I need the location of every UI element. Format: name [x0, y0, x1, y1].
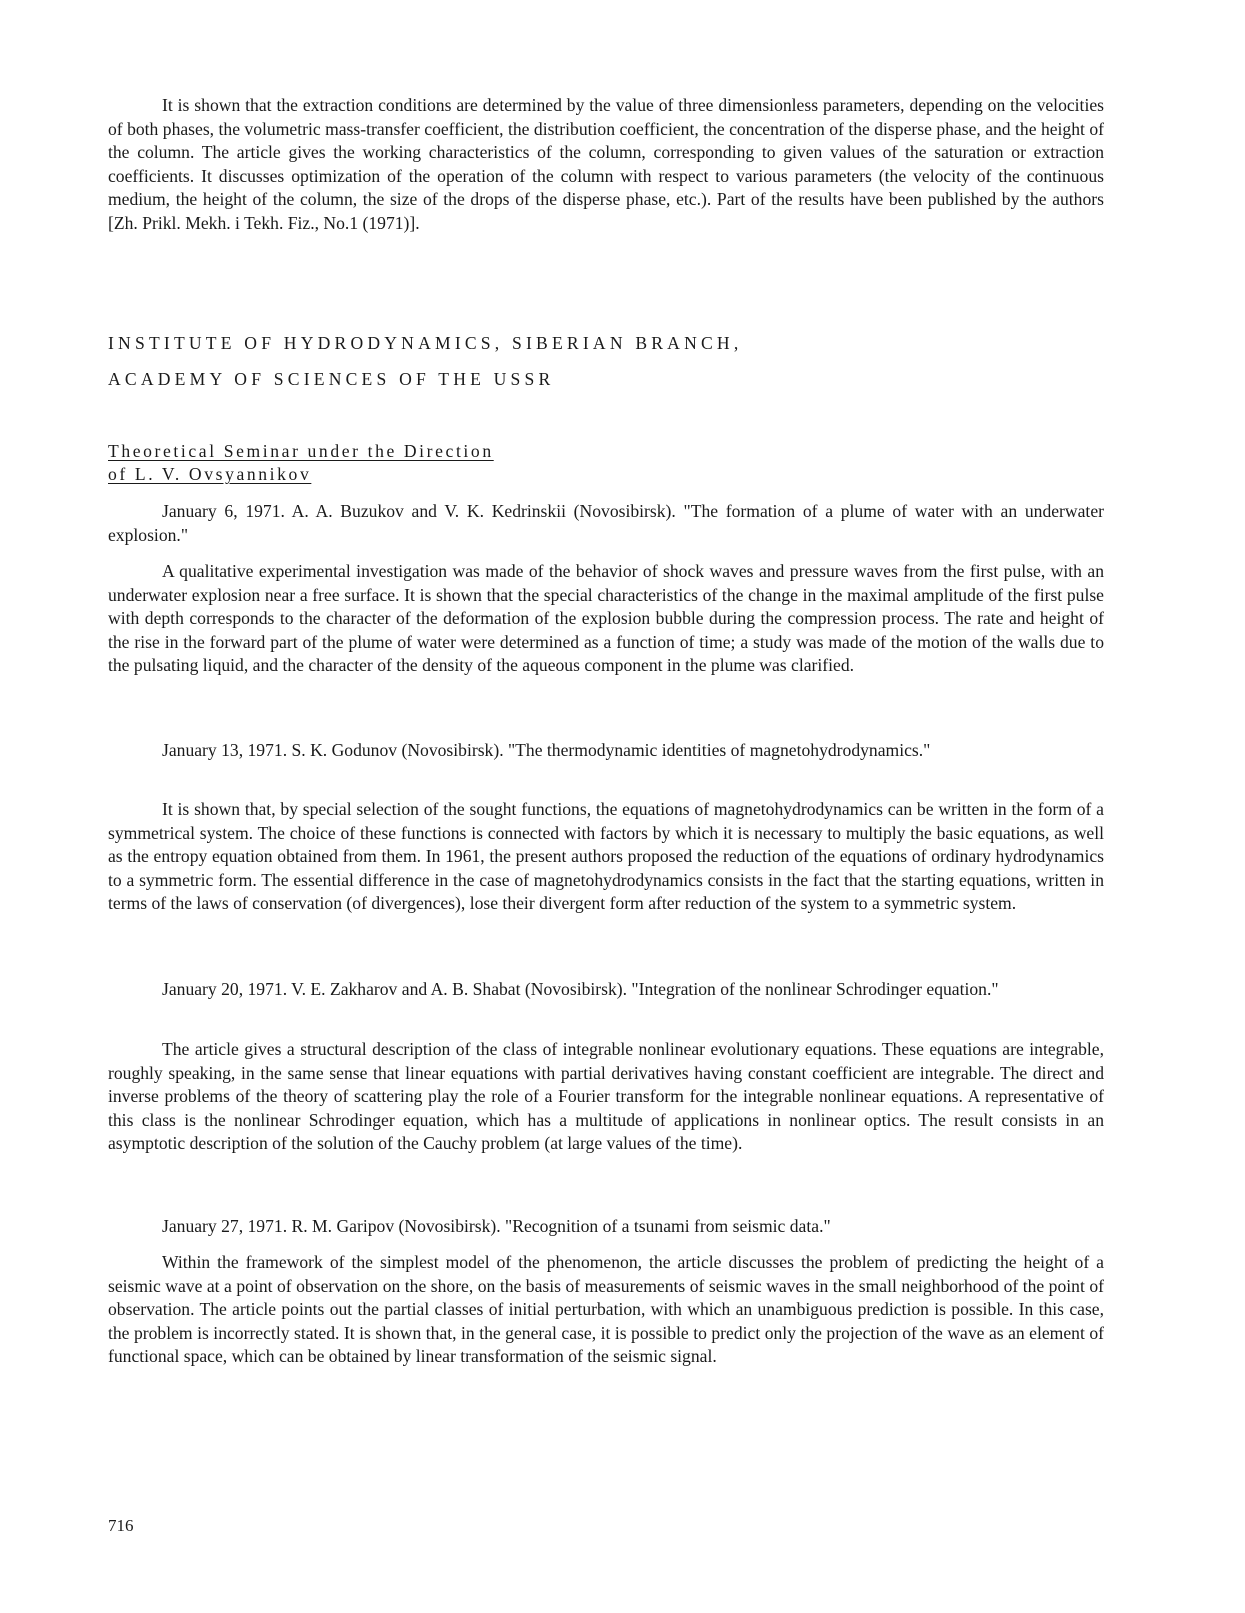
seminar-title-line1: Theoretical Seminar under the Direction	[108, 441, 494, 461]
entry-body: A qualitative experimental investigation was made of the behavior of shock waves and pressure waves from the first pulse, with an underwater explosion near a free surface. It is shown that the special characteristics of the change in the maximal amplitude of the first pulse with depth corresponds to the character of the deformation of the explosion bubble during the compression process. The rate and height of the rise in the forward part of the plume of water were determined as a function of time; a study was made of the motion of the walls due to the pulsating liquid, and the character of the density of the aqueous component in the plume was clarified.	[108, 561, 1104, 676]
entry-body: The article gives a structural description of the class of integrable nonlinear evolutionary equations. These equations are integrable, roughly speaking, in the same sense that linear equations with partial derivatives having constant coefficient are integrable. The direct and inverse problems of the theory of scattering play the role of a Fourier transform for the integrable nonlinear equations. A representative of this class is the nonlinear Schrodinger equation, which has a multitude of applications in nonlinear optics. The result consists in an asymptotic description of the solution of the Cauchy problem (at large values of the time).	[108, 1039, 1104, 1154]
institute-name-line1: INSTITUTE OF HYDRODYNAMICS, SIBERIAN BRANCH,	[108, 333, 743, 353]
entry-heading: January 13, 1971. S. K. Godunov (Novosibirsk). "The thermodynamic identities of magnetohydrodynamics."	[162, 740, 931, 760]
entry-body: It is shown that, by special selection of the sought functions, the equations of magnetohydrodynamics can be written in the form of a symmetrical system. The choice of these functions is connected with factors by which it is necessary to multiply the basic equations, as well as the entropy equation obtained from them. In 1961, the present authors proposed the reduction of the equations of ordinary hydrodynamics to a symmetric form. The essential difference in the case of magnetohydrodynamics consists in the fact that the starting equations, written in terms of the laws of conservation (of divergences), lose their divergent form after reduction of the system to a symmetric system.	[108, 799, 1104, 914]
entry-heading: January 27, 1971. R. M. Garipov (Novosibirsk). "Recognition of a tsunami from seismic data."	[162, 1216, 831, 1236]
entry-heading: January 20, 1971. V. E. Zakharov and A. B. Shabat (Novosibirsk). "Integration of the nonlinear Schrodinger equation."	[162, 979, 999, 999]
intro-paragraph: It is shown that the extraction conditions are determined by the value of three dimensionless parameters, depending on the velocities of both phases, the volumetric mass-transfer coefficient, the distribution coefficient, the concentration of the disperse phase, and the height of the column. The article gives the working characteristics of the column, corresponding to given values of the saturation or extraction coefficients. It discusses optimization of the operation of the column with respect to various parameters (the velocity of the continuous medium, the height of the column, the size of the drops of the disperse phase, etc.). Part of the results have been published by the authors [Zh. Prikl. Mekh. i Tekh. Fiz., No.1 (1971)].	[108, 95, 1104, 233]
institute-name-line2: ACADEMY OF SCIENCES OF THE USSR	[108, 369, 555, 389]
seminar-title-line2: of L. V. Ovsyannikov	[108, 464, 312, 484]
page-number: 716	[108, 1516, 134, 1535]
entry-body: Within the framework of the simplest model of the phenomenon, the article discusses the problem of predicting the height of a seismic wave at a point of observation on the shore, on the basis of measurements of seismic waves in the small neighborhood of the point of observation. The article points out the partial classes of initial perturbation, with which an unambiguous prediction is possible. In this case, the problem is incorrectly stated. It is shown that, in the general case, it is possible to predict only the projection of the wave as an element of functional space, which can be obtained by linear transformation of the seismic signal.	[108, 1252, 1104, 1367]
entry-heading: January 6, 1971. A. A. Buzukov and V. K. Kedrinskii (Novosibirsk). "The formation of a plume of water with an underwater explosion."	[108, 501, 1104, 545]
